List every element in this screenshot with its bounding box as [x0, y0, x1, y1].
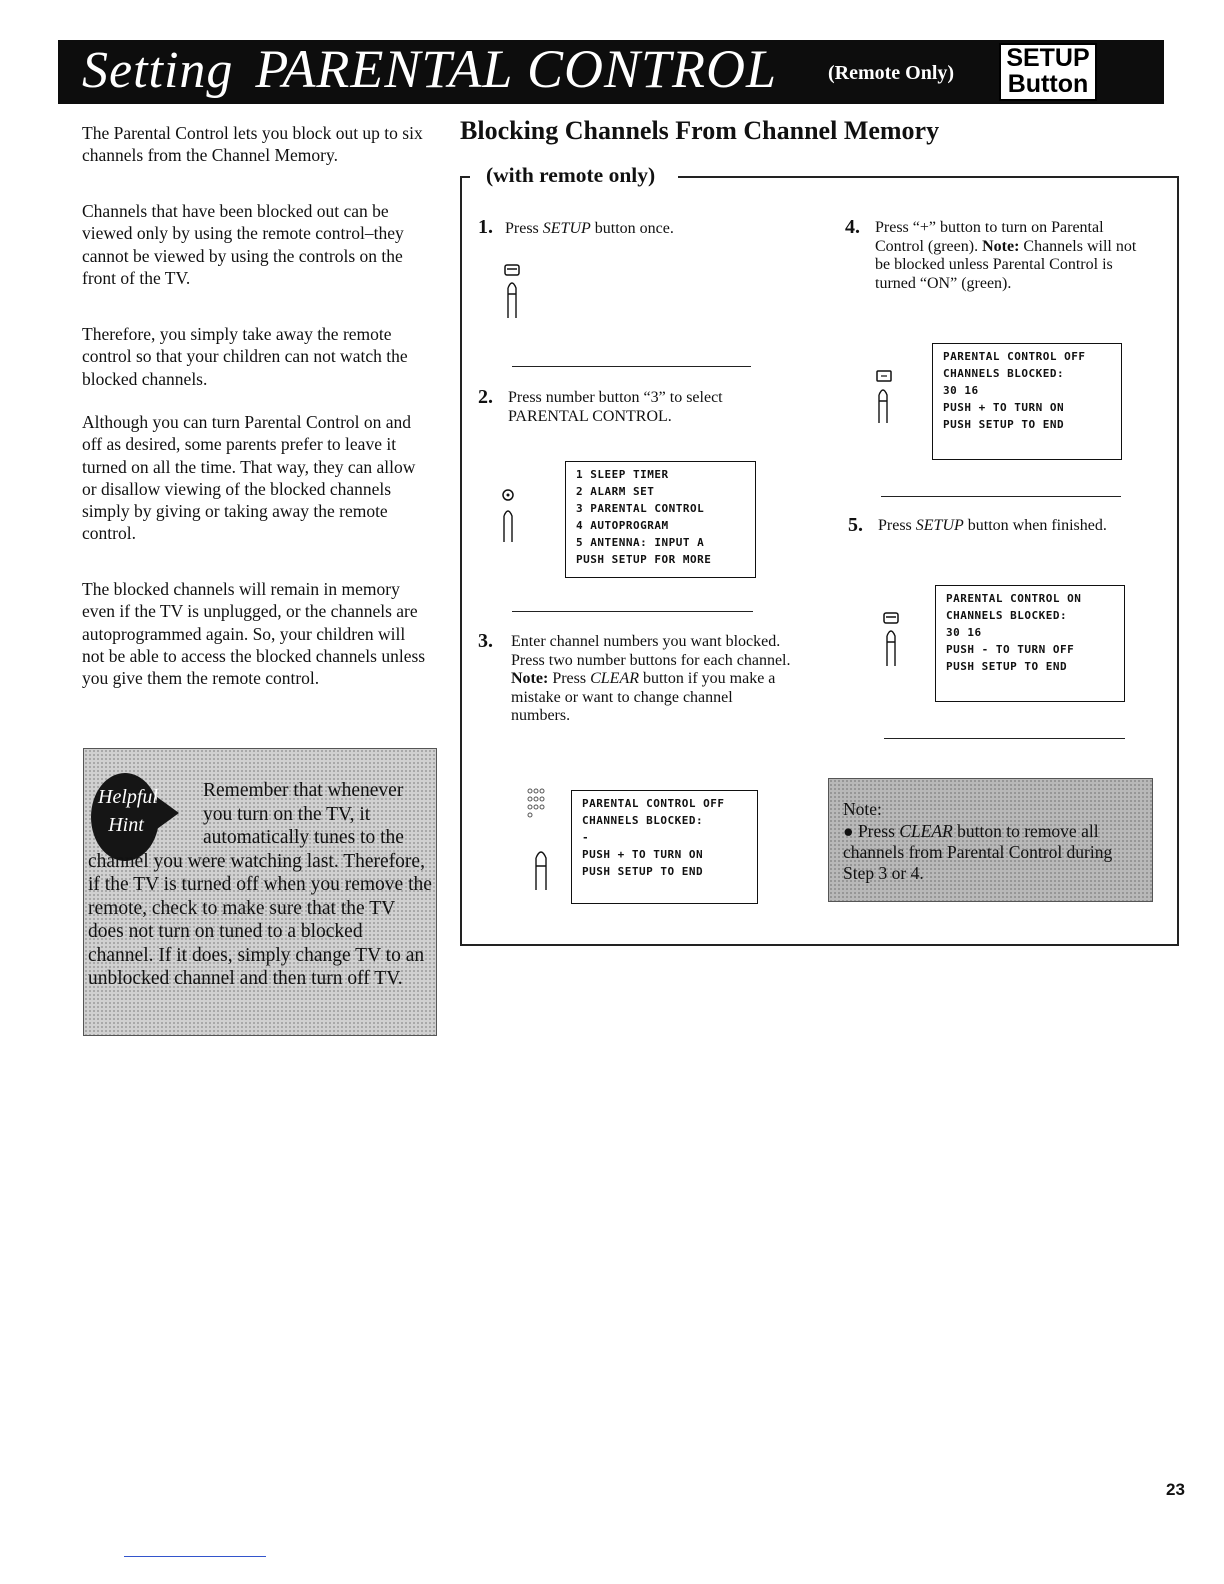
note-title: Note: [843, 799, 882, 819]
step-separator [512, 366, 751, 367]
step-separator [884, 738, 1125, 739]
tv-screen-step4 [932, 343, 1122, 460]
hint-text-rest: channel you were watching last. Therefore, if the TV is turned off when you remove the remote, check to make sure that the TV does not turn on tuned to a blocked channel. If it does, simply change TV to an unblocked channel and then turn off TV. [88, 850, 432, 989]
screen-line: PUSH SETUP TO END [582, 865, 704, 878]
step-1 [478, 216, 674, 239]
screen-line: - [582, 831, 590, 844]
step-number: 4. [845, 216, 860, 238]
page-title-part1: Setting [82, 42, 234, 99]
screen-line: 30 16 [946, 626, 982, 639]
note-box [828, 778, 1153, 902]
setup-button-badge [999, 43, 1097, 101]
page-header-band [58, 40, 1164, 104]
screen-line: 5 ANTENNA: INPUT A [576, 536, 705, 549]
tv-screen-step3 [571, 790, 758, 904]
note-text-prefix: Press [857, 821, 900, 841]
step-text [875, 216, 1155, 293]
step-5 [848, 514, 1108, 537]
screen-line: PUSH SETUP TO END [943, 418, 1065, 431]
remote-only-label: (Remote Only) [828, 62, 955, 84]
screen-line: PARENTAL CONTROL OFF [943, 350, 1086, 363]
step-text-main: Enter channel numbers you want blocked. Press two number buttons for each channel. [511, 633, 791, 669]
page-title-part2: PARENTAL CONTROL [255, 39, 778, 99]
step-number: 3. [478, 630, 493, 652]
tv-menu-screen [565, 461, 756, 578]
intro-paragraph-1: The Parental Control lets you block out up to six channels from the Channel Memory. [82, 123, 423, 166]
screen-line: PARENTAL CONTROL ON [946, 592, 1082, 605]
screen-line: PUSH + TO TURN ON [943, 401, 1065, 414]
setup-badge-line1: SETUP [1006, 44, 1090, 72]
hint-text [88, 779, 432, 991]
step-text-suffix: button when finished. [963, 517, 1107, 534]
note-text-em: CLEAR [899, 821, 953, 841]
screen-line: PARENTAL CONTROL OFF [582, 797, 725, 810]
step-number: 1. [478, 216, 493, 238]
step-separator [512, 611, 753, 612]
step-text-suffix: button once. [590, 220, 674, 237]
screen-line: 4 AUTOPROGRAM [576, 519, 669, 532]
step-note-suffix: button if you make a mistake or want to change channel numbers. [511, 670, 776, 724]
step-note-prefix: Press [548, 670, 591, 687]
setup-button-press-icon [503, 264, 527, 320]
screen-line: PUSH - TO TURN OFF [946, 643, 1075, 656]
step-4 [845, 216, 1155, 293]
step-2 [478, 386, 788, 426]
screen-line: CHANNELS BLOCKED: [582, 814, 704, 827]
section-title: Blocking Channels From Channel Memory [460, 116, 940, 145]
step-3 [478, 630, 794, 726]
bullet-icon: ● [843, 821, 854, 841]
note-text [843, 821, 1143, 884]
intro-paragraph-2: Channels that have been blocked out can be viewed only by using the remote control–they cannot be viewed by using the controls on the front of the TV. [82, 201, 404, 288]
number-button-press-icon [500, 488, 524, 544]
intro-paragraph-4: Although you can turn Parental Control on and off as desired, some parents prefer to leave it turned on all the time. That way, they can allow or disallow viewing of the blocked channels simply by giving or taking away the remote control. [82, 412, 416, 544]
hint-text-first: Remember that whenever you turn on the TV, it automatically tunes to the [203, 780, 404, 848]
page-title [82, 38, 777, 100]
section-subtitle: (with remote only) [486, 163, 656, 187]
screen-line: 1 SLEEP TIMER [576, 468, 669, 481]
screen-line: CHANNELS BLOCKED: [943, 367, 1065, 380]
step-note-em: CLEAR [590, 670, 639, 687]
step-text [511, 630, 794, 726]
screen-line: PUSH SETUP FOR MORE [576, 553, 712, 566]
screen-line: 2 ALARM SET [576, 485, 655, 498]
bottom-rule [124, 1556, 266, 1557]
step-separator [881, 496, 1121, 497]
tv-screen-step5 [935, 585, 1125, 702]
hint-badge-line2: Hint [108, 814, 144, 836]
step-text-prefix: Press [878, 517, 916, 534]
screen-line: PUSH SETUP TO END [946, 660, 1068, 673]
helpful-hint-box [83, 748, 437, 1036]
step-text-main: Press “+” button to turn on Parental Control (green). [875, 219, 1104, 255]
step-note-label: Note: [982, 237, 1020, 255]
step-number: 5. [848, 514, 863, 536]
note-text-suffix: button to remove all channels from Parental Control during Step 3 or 4. [843, 821, 1113, 883]
screen-line: 3 PARENTAL CONTROL [576, 502, 705, 515]
plus-button-press-icon [874, 369, 898, 425]
step-note-label: Note: [511, 670, 549, 687]
step-text-prefix: Press [505, 220, 543, 237]
setup-button-press-icon [882, 612, 906, 668]
setup-badge-line2: Button [1007, 70, 1089, 98]
intro-paragraph-5: The blocked channels will remain in memory even if the TV is unplugged, or the channels are autoprogrammed again. So, your children will not be able to access the blocked channels unless you give them the remote control. [82, 579, 426, 689]
step-text-em: SETUP [542, 220, 591, 237]
intro-paragraph-3: Therefore, you simply take away the remote control so that your children can not watch the blocked channels. [82, 324, 408, 389]
step-text: Press number button “3” to select PARENTAL CONTROL. [508, 389, 723, 425]
screen-line: PUSH + TO TURN ON [582, 848, 704, 861]
page-number: 23 [1166, 1480, 1185, 1499]
step-text-em: SETUP [915, 517, 964, 534]
step-number: 2. [478, 386, 493, 408]
step-text [505, 220, 674, 237]
screen-line: 30 16 [943, 384, 979, 397]
hint-badge-line1: Helpful [98, 786, 158, 808]
step-text [878, 514, 1108, 536]
keypad-press-icon [526, 786, 560, 892]
step-note-text: Channels will not be blocked unless Parental Control is turned “ON” (green). [875, 237, 1137, 292]
screen-line: CHANNELS BLOCKED: [946, 609, 1068, 622]
